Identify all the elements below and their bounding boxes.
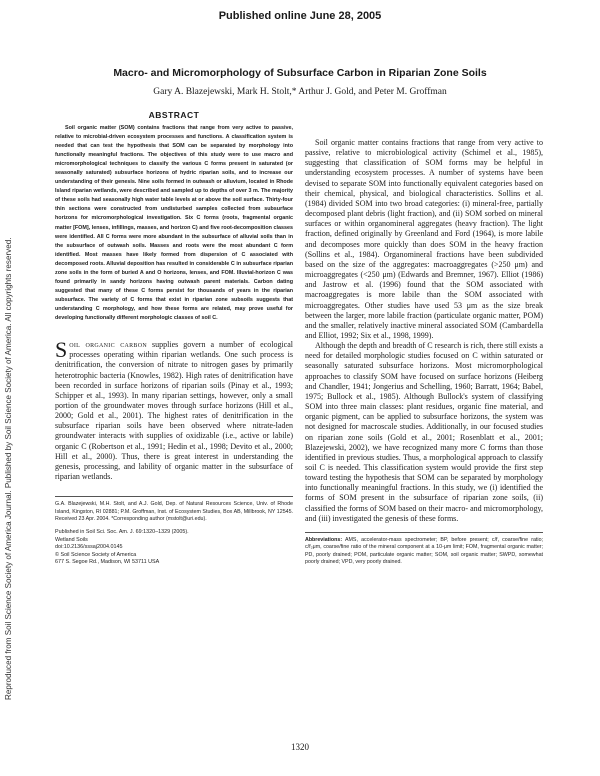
intro-lead-in: oil organic carbon [69, 340, 147, 350]
publication-banner: Published online June 28, 2005 [218, 10, 382, 22]
article-title: Macro- and Micromorphology of Subsurface Carbon in Riparian Zone Soils [113, 67, 487, 79]
author-affiliation-footnote: G.A. Blazejewski, M.H. Stolt, and A.J. Gold, Dep. of Natural Resources Science, Univ. of Rhode Island, Kingston, RI 02881; P.M. Groffman, Inst. of Ecosystem Studies, Box AB, Millbrook, NY 12545. Received 23 Apr. 2004. *Corresponding author (mstolt@uri.edu). [55, 501, 293, 522]
intro-paragraph [55, 337, 293, 482]
right-column [305, 138, 543, 566]
abbreviations-label: Abbreviations: [305, 536, 343, 543]
address-line: 677 S. Segoe Rd., Madison, WI 53711 USA [55, 559, 160, 566]
abstract-text: Soil organic matter (SOM) contains fractions that range from very active to passive, relative to microbial-driven ecosystem processes and functions. A classification system is needed that can test the hypothesis that SOM can be separated by morphology into functionally meaningful fractions. The objectives of this study were to use macro and micromorphological techniques to classify the various C forms present in saturated (or seasonally saturated) subsurface horizons of hydric riparian soils, and to increase our understanding of their genesis. Nine soils formed in outwash or alluvium, located in Rhode Island riparian wetlands, were described and sampled up to depths of over 3 m. The majority of these soils had seasonally high water table levels at or above the soil surface. Thirty-four thin sections were constructed from undisturbed samples collected from subsurface horizons for micromorphological investigation. Six C forms (roots, fragmental organic matter [FOM], lenses, infillings, masses, and horizon C) and five root-decomposition classes were identified. All C forms were more abundant in the subsurface of alluvial soils than in the subsurface of outwash soils. Masses and roots were the most abundant C form identified. Most masses have likely formed from dispersion of C associated with decomposed roots. Alluvial deposition has resulted in considerable C in subsurface riparian zone soils in the form of buried A and O horizons, lenses, and FOM. Illuvial-horizon C was found primarily in sandy horizons having outwash parent materials. Carbon dating suggested that many of these C forms persist for thousands of years in the riparian subsurface. The variety of C forms that exist in riparian zone subsoils suggests that understanding C morphology, and how these forms are related, may prove useful for developing functionally different morphologic classes of soil C. [55, 125, 293, 321]
publication-info [55, 529, 293, 567]
body-paragraph-2: Although the depth and breadth of C research is rich, there still exists a need for detailed morphologic studies focused on C within saturated or seasonally saturated subsurface horizons. Most micromorphological approaches to classify SOM have focused on surface horizons (Heiberg and Chandler, 1941; Jongerius and Schelling, 1960; Barratt, 1964; Babel, 1975; Bullock et al., 1985). Although Bullock's system of classifying SOM into three main classes: plant residues, organic fine material, and organic pigment, can be applied to subsurface horizons, the system was not designed for macroscale studies. Additionally, in our focused studies on riparian zone soils (Gold et al., 2001; Rosenblatt et al., 2001; Blazejewski, 2002), we have recognized many more C forms than those identified in previous studies. Thus, a morphological approach to classify soil C is needed. This classification system would provide the first step toward testing the hypothesis that SOM can be separated by morphology into functionally meaningful fractions. In this study, we (i) identified the forms of SOM present in the subsurface of riparian zone soils, (ii) classified the forms of SOM based on their macro- and micromorphology, and (iii) investigated the genesis of these forms. [305, 341, 543, 523]
doi-line: doi:10.2136/sssaj2004.0145 [55, 544, 123, 551]
left-column [55, 110, 293, 567]
body-paragraph-1: Soil organic matter contains fractions that range from very active to passive, relative to microbiological activity (Schimel et al., 1985), suggesting that classification of SOM forms may be helpful in understanding ecosystem processes. A number of systems have been devised to separate SOM into functionally equivalent categories based on their chemical, physical, and biological characteristics. Sollins et al. (1984) divided SOM into two broad categories: (i) mineral-free, partially decomposed plant debris (light fraction), and (ii) SOM sorbed on mineral surfaces or within organomineral aggregates (heavy fraction). The light fraction, defined originally by Greenland and Ford (1964), is more labile and decomposes more quickly than does SOM in the heavy fraction (Sollins et al., 1984). Organomineral fractions have been subdivided based on the size of the aggregates: macroaggregates (>250 μm) and microaggregates (<250 μm) (Edwards and Bremner, 1967). Elliot (1986) and Jastrow et al. (1996) found that the SOM associated with macroaggregates is more labile than the SOM associated with microaggregates. Other studies have used 53 μm as the size break between the larger, more labile fraction (particulate organic matter, POM) and the smaller, relatively inactive mineral associated SOM (Cambardella and Elliot, 1992; Six et al., 1998, 1999). [305, 138, 543, 340]
abstract-heading: ABSTRACT [148, 110, 200, 120]
intro-body: supplies govern a number of ecological processes operating within riparian wetlands. One such process is denitrification, the conversion of nitrate to nitrogen gases by primarily heterotrophic bacteria (Knowles, 1982). High rates of denitrification have been recorded in surface horizons of riparian soils (Pinay et al., 1993; Schipper et al., 1993). In many riparian settings, however, only a small portion of the groundwater moves through surface horizons (Hill et al., 2000; Gold et al., 2001). The highest rates of denitrification in the subsurface riparian soils have been observed where nitrate-laden groundwater interacts with supplies of oxidizable (i.e., active or labile) organic C (Robertson et al., 1991; Hedin et al., 1998; Devito et al., 2000; Hill et al., 2000). Thus, there is great interest in understanding the genesis, processing, and lability of organic matter in the subsurface of riparian wetlands. [55, 340, 293, 482]
abbreviations-text: AMS, accelerator-mass spectrometer; BP, before present; c/f, coarse/fine ratio; c/f₂μm, coarse/fine ratio of the mineral component at a 10-μm limit; FOM, fragmental organic matter; PD, poorly drained; POM, particulate organic matter; SOM, soil organic matter; SWPD, somewhat poorly drained; VPD, very poorly drained. [305, 536, 543, 565]
copyright-line: © Soil Science Society of America [55, 551, 137, 558]
copyright-notice-text: Reproduced from Soil Science Society of America Journal. Published by Soil Science Society of America. All copyrights reserved. [4, 237, 13, 700]
citation-line: Published in Soil Sci. Soc. Am. J. 69:1320–1329 (2005). [55, 529, 189, 536]
drop-cap: S [55, 337, 68, 363]
copyright-side-notice [2, 60, 14, 700]
section-line: Wetland Soils [55, 536, 88, 543]
page-number: 1320 [291, 742, 309, 752]
author-list: Gary A. Blazejewski, Mark H. Stolt,* Arthur J. Gold, and Peter M. Groffman [153, 87, 447, 97]
abbreviations-note [305, 537, 543, 566]
